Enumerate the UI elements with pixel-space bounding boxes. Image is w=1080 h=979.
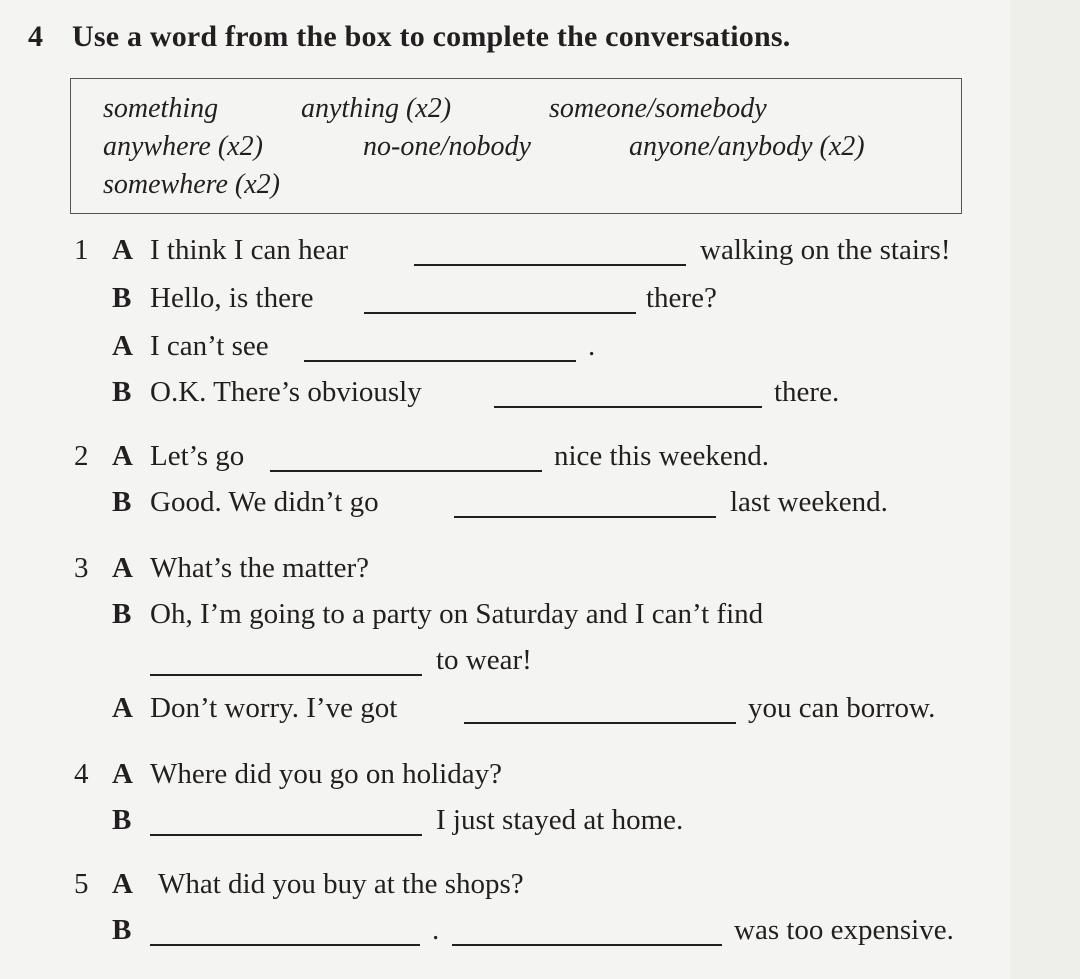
line-text-after: I just stayed at home.: [436, 804, 684, 836]
answer-blank[interactable]: [150, 834, 422, 836]
answer-blank[interactable]: [494, 406, 762, 408]
line-text-before: I think I can hear: [150, 234, 349, 266]
line-text-after: to wear!: [436, 644, 532, 676]
line-text-before: I can’t see: [150, 330, 269, 362]
line-text-before: Hello, is there: [150, 282, 314, 314]
answer-blank[interactable]: [454, 516, 716, 518]
word-box-item: anything (x2): [301, 93, 452, 124]
line-text: Oh, I’m going to a party on Saturday and I can’t find: [150, 598, 764, 630]
speaker-label: A: [112, 440, 133, 472]
line-text-before: Don’t worry. I’ve got: [150, 692, 398, 724]
answer-blank[interactable]: [270, 470, 542, 472]
line-text-before: O.K. There’s obviously: [150, 376, 422, 408]
answer-blank[interactable]: [304, 360, 576, 362]
speaker-label: B: [112, 486, 132, 518]
answer-blank[interactable]: [414, 264, 686, 266]
answer-blank[interactable]: [364, 312, 636, 314]
speaker-label: B: [112, 598, 132, 630]
line-text-after: there?: [646, 282, 717, 314]
line-text-after: nice this weekend.: [554, 440, 770, 472]
speaker-label: A: [112, 868, 133, 900]
speaker-label: A: [112, 758, 133, 790]
line-text-after: you can borrow.: [748, 692, 936, 724]
line-text-after: there.: [774, 376, 840, 408]
conversation-number: 5: [74, 868, 89, 900]
speaker-label: B: [112, 376, 132, 408]
conversation-number: 1: [74, 234, 89, 266]
word-box-item: anyone/anybody (x2): [629, 131, 865, 162]
line-text: What did you buy at the shops?: [158, 868, 524, 900]
word-box-item: anywhere (x2): [103, 131, 263, 162]
speaker-label: A: [112, 692, 133, 724]
conversation-number: 3: [74, 552, 89, 584]
line-text-before: Let’s go: [150, 440, 245, 472]
page-edge-shadow: [1010, 0, 1080, 979]
answer-blank[interactable]: [150, 944, 420, 946]
line-text-after: was too expensive.: [734, 914, 954, 946]
word-box-item: something: [103, 93, 219, 124]
speaker-label: A: [112, 552, 133, 584]
conversation-number: 4: [74, 758, 89, 790]
line-text: Where did you go on holiday?: [150, 758, 502, 790]
line-text: What’s the matter?: [150, 552, 370, 584]
line-text-before: Good. We didn’t go: [150, 486, 379, 518]
word-box: [70, 78, 962, 214]
answer-blank[interactable]: [464, 722, 736, 724]
line-text-after: walking on the stairs!: [700, 234, 951, 266]
speaker-label: B: [112, 282, 132, 314]
exercise-number: 4: [28, 20, 44, 53]
speaker-label: A: [112, 234, 133, 266]
speaker-label: A: [112, 330, 133, 362]
answer-blank[interactable]: [452, 944, 722, 946]
answer-blank[interactable]: [150, 674, 422, 676]
speaker-label: B: [112, 914, 132, 946]
line-text-middle: .: [432, 914, 440, 946]
word-box-item: somewhere (x2): [103, 169, 281, 200]
word-box-item: no-one/nobody: [363, 131, 531, 162]
word-box-item: someone/somebody: [549, 93, 767, 124]
speaker-label: B: [112, 804, 132, 836]
line-text-after: .: [588, 330, 596, 362]
exercise-instruction: Use a word from the box to complete the conversations.: [72, 20, 791, 53]
exercise-heading: [28, 20, 790, 54]
line-text-after: last weekend.: [730, 486, 888, 518]
conversation-number: 2: [74, 440, 89, 472]
